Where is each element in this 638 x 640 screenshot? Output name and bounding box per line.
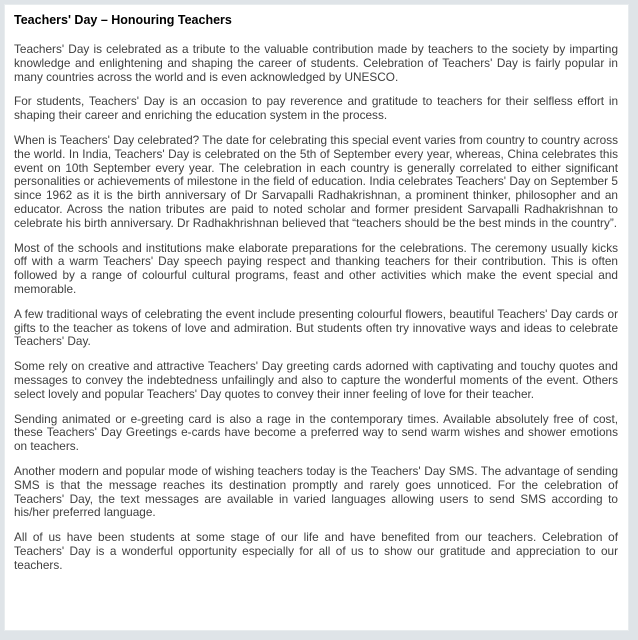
paragraph-school-preparations: Most of the schools and institutions make elaborate preparations for the celebrations. The ceremony usually kicks off with a warm Teachers' Day speech paying respect and thanking teachers for their contribution. This is often followed by a range of colourful cultural programs, feast and other activities which make the event special and memorable.: [14, 240, 618, 296]
paragraph-for-students: For students, Teachers' Day is an occasion to pay reverence and gratitude to teachers for their selfless effort in shaping their career and enriching the education system in the process.: [14, 94, 618, 123]
paragraph-greeting-cards: Some rely on creative and attractive Teachers' Day greeting cards adorned with captivating and touchy quotes and messages to convey the indebtedness unfailingly and also to capture the wonderful moments of the event. Others select lovely and popular Teachers' Day quotes to convey their inner feeling of love for their teacher.: [14, 359, 618, 401]
paragraph-traditional-ways: A few traditional ways of celebrating the event include presenting colourful flowers, beautiful Teachers' Day cards or gifts to the teacher as tokens of love and admiration. But students often try innovative ways and ideas to celebrate Teachers' Day.: [14, 306, 618, 349]
paragraph-sms: Another modern and popular mode of wishing teachers today is the Teachers' Day SMS. The advantage of sending SMS is that the message reaches its destination promptly and rarely goes unnoticed. For the celebration of Teachers' Day, the text messages are available in varied languages allowing users to send SMS according to his/her preferred language.: [14, 463, 618, 520]
paragraph-when-celebrated: When is Teachers' Day celebrated? The date for celebrating this special event varies from country to country across the world. In India, Teachers' Day is celebrated on the 5th of September every year, whereas, China celebrates this event on 10th September every year. The celebration in each country is generally correlated to either significant personalities or achievements of milestone in the field of education. India celebrates Teachers' Day on September 5 since 1962 as it is the birth anniversary of Dr Sarvapalli Radhakrishnan, a prominent thinker, philosopher and an educator. Across the nation tributes are paid to noted scholar and former president Sarvapalli Radhakrishnan to celebrate his birth anniversary. Dr Radhakhrishnan believed that “teachers should be the best minds in the country”.: [14, 132, 618, 230]
paragraph-e-greeting: Sending animated or e-greeting card is also a rage in the contemporary times. Available absolutely free of cost, these Teachers' Day Greetings e-cards have become a preferred way to send warm wishes and shower emotions on teachers.: [14, 411, 618, 454]
paragraph-intro: Teachers' Day is celebrated as a tribute to the valuable contribution made by teachers to the society by imparting knowledge and enlightening and shaping the career of students. Celebration of Teachers' Day is fairly popular in many countries across the world and is even acknowledged by UNESCO.: [14, 42, 618, 84]
article-content: [4, 4, 629, 631]
article-title: Teachers' Day – Honouring Teachers: [14, 13, 232, 27]
paragraph-conclusion: All of us have been students at some stage of our life and have benefited from our teachers. Celebration of Teachers' Day is a wonderful opportunity especially for all of us to show our gratitude and appreciation to our teachers.: [14, 530, 618, 572]
